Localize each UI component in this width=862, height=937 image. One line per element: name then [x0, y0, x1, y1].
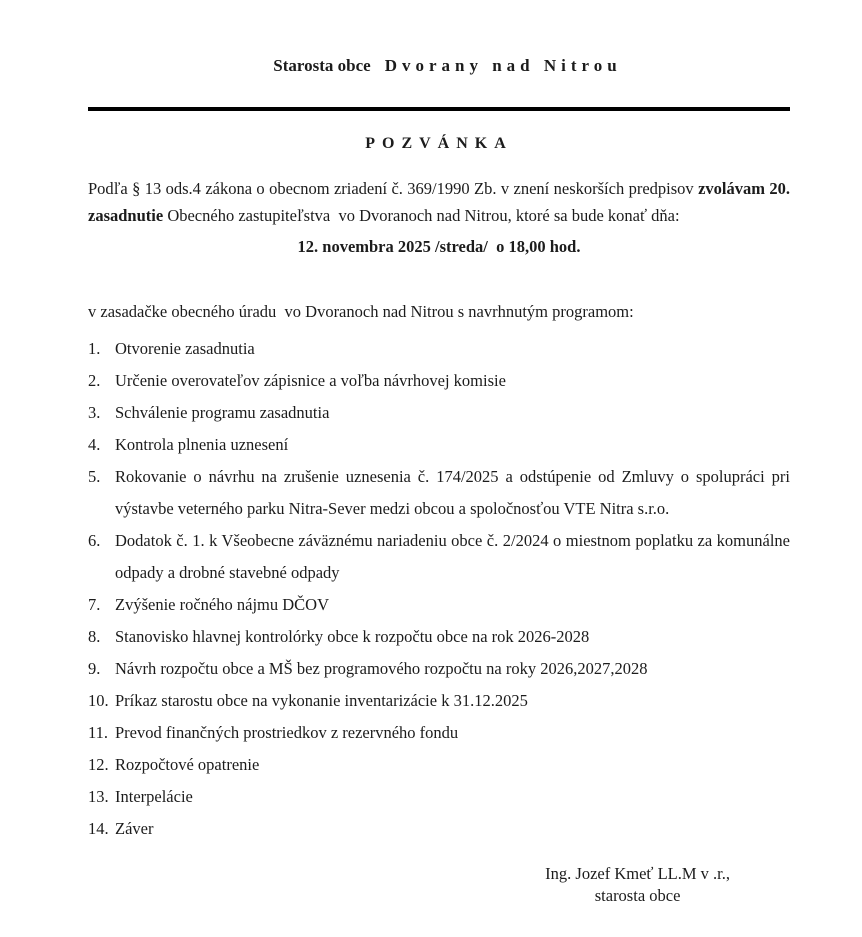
agenda-item-number: 10. — [88, 691, 109, 710]
agenda-item-text: Prevod finančných prostriedkov z rezervného fondu — [115, 723, 459, 742]
agenda-item-text: Stanovisko hlavnej kontrolórky obce k rozpočtu obce na rok 2026-2028 — [115, 627, 590, 646]
agenda-item-number: 9. — [88, 659, 101, 678]
agenda-item — [88, 525, 790, 589]
issuer-label: Starosta obce — [273, 56, 371, 75]
agenda-item-text: Kontrola plnenia uznesení — [115, 435, 289, 454]
agenda-item — [88, 685, 790, 717]
agenda-item-number: 4. — [88, 435, 101, 454]
agenda-item-number: 6. — [88, 531, 101, 550]
agenda-item — [88, 429, 790, 461]
agenda-item-number: 8. — [88, 627, 101, 646]
meeting-datetime: 12. novembra 2025 /streda/ o 18,00 hod. — [297, 237, 581, 256]
signatory-role: starosta obce — [594, 886, 681, 905]
agenda-item-number: 2. — [88, 371, 101, 390]
agenda-item-number: 13. — [88, 787, 109, 806]
intro-text-bold: zvolávam 20. zasadnutie — [88, 179, 795, 225]
agenda-item-text: Otvorenie zasadnutia — [115, 339, 255, 358]
agenda-item-number: 12. — [88, 755, 109, 774]
agenda-item-number: 5. — [88, 467, 101, 486]
agenda-item-number: 7. — [88, 595, 101, 614]
agenda-item-text: Zvýšenie ročného nájmu DČOV — [115, 595, 329, 614]
agenda-item — [88, 461, 790, 525]
signature-block — [545, 863, 730, 907]
agenda-item — [88, 621, 790, 653]
agenda-item-text: Rokovanie o návrhu na zrušenie uznesenia č. 174/2025 a odstúpenie od Zmluvy o spolupráci pri výstavbe veterného parku Nitra-Sever medzi obcou a spoločnosťou VTE Nitra s.r.o. — [115, 467, 790, 518]
agenda-item — [88, 813, 790, 845]
signatory-name: Ing. Jozef Kmeť LL.M v .r., — [545, 864, 730, 883]
agenda-item — [88, 749, 790, 781]
agenda-item — [88, 397, 790, 429]
agenda-item-number: 3. — [88, 403, 101, 422]
agenda-item-text: Záver — [115, 819, 154, 838]
municipality-label: Dvorany nad Nitrou — [384, 56, 622, 75]
agenda-item-text: Dodatok č. 1. k Všeobecne záväznému nariadeniu obce č. 2/2024 o miestnom poplatku za komunálne odpady a drobné stavebné odpady — [115, 531, 790, 582]
agenda-item-text: Rozpočtové opatrenie — [115, 755, 260, 774]
agenda-item — [88, 653, 790, 685]
agenda-item-number: 1. — [88, 339, 101, 358]
agenda-item-text: Návrh rozpočtu obce a MŠ bez programového rozpočtu na roky 2026,2027,2028 — [115, 659, 648, 678]
agenda-item — [88, 333, 790, 365]
agenda-item — [88, 365, 790, 397]
document-header — [88, 30, 790, 111]
agenda-item-number: 11. — [88, 723, 109, 742]
agenda-item — [88, 717, 790, 749]
venue-line: v zasadačke obecného úradu vo Dvoranoch nad Nitrou s navrhnutým programom: — [88, 302, 634, 321]
agenda-item-text: Určenie overovateľov zápisnice a voľba návrhovej komisie — [115, 371, 506, 390]
agenda-item — [88, 589, 790, 621]
agenda-item-text: Schválenie programu zasadnutia — [115, 403, 330, 422]
agenda-item-number: 14. — [88, 819, 109, 838]
intro-text-before: Podľa § 13 ods.4 zákona o obecnom zriadení č. 369/1990 Zb. v znení neskorších predpisov — [88, 179, 699, 198]
agenda-item-text: Príkaz starostu obce na vykonanie inventarizácie k 31.12.2025 — [115, 691, 528, 710]
agenda-list — [88, 333, 790, 845]
intro-text-after: Obecného zastupiteľstva vo Dvoranoch nad Nitrou, ktoré sa bude konať dňa: — [163, 206, 680, 225]
intro-paragraph — [88, 175, 795, 229]
agenda-item — [88, 781, 790, 813]
document-title: POZVÁNKA — [365, 135, 513, 152]
agenda-item-text: Interpelácie — [115, 787, 193, 806]
